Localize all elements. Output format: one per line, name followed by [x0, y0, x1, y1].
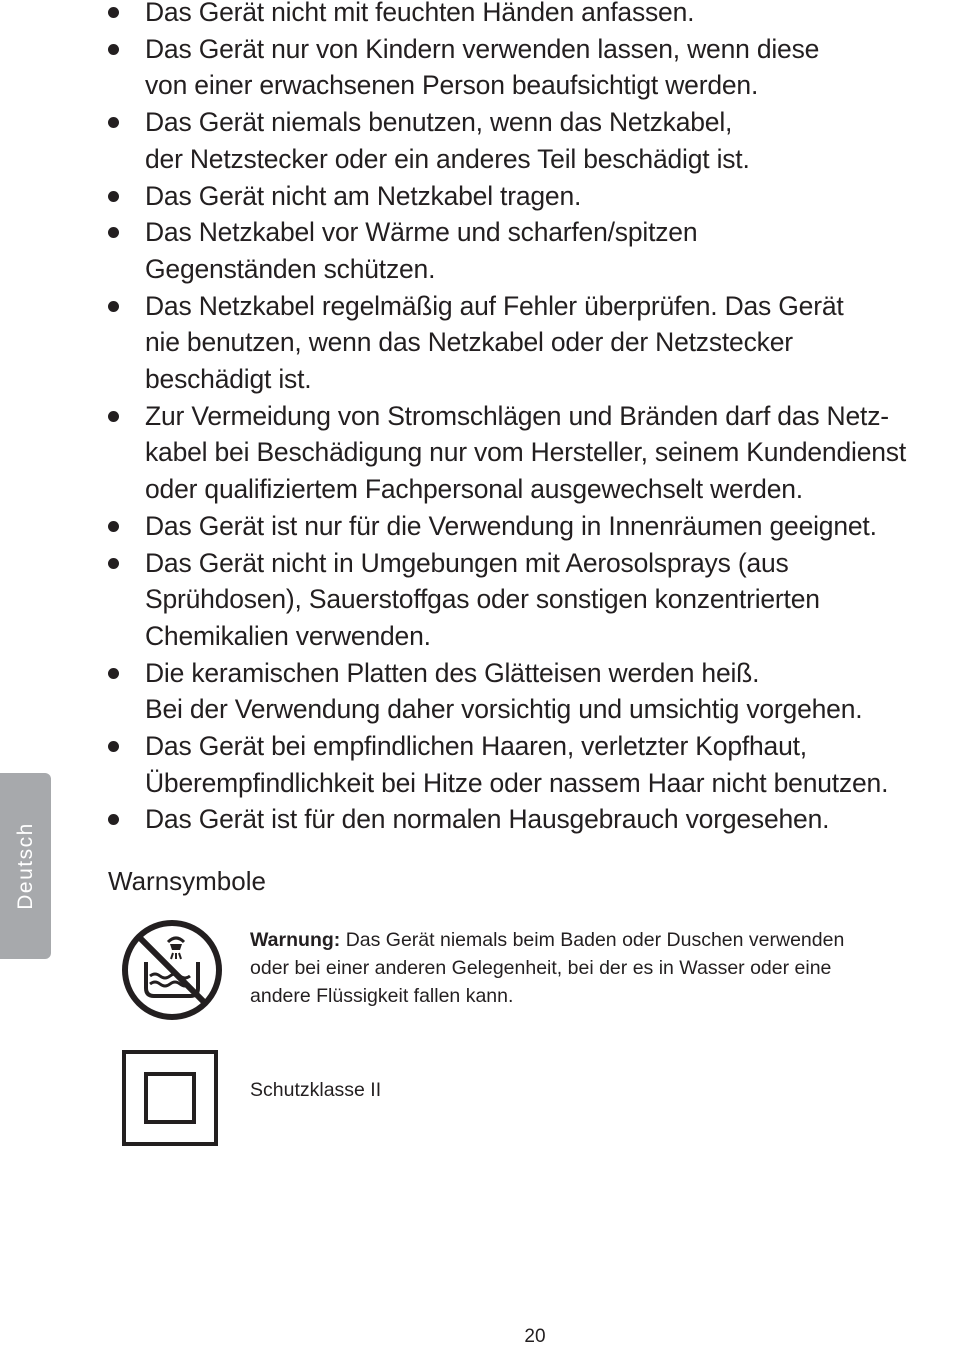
- bullet-dot: [108, 7, 119, 18]
- safety-item-line: der Netzstecker oder ein anderes Teil beschädigt ist.: [145, 143, 750, 174]
- safety-item: [108, 31, 960, 104]
- safety-item-line: Das Gerät nicht mit feuchten Händen anfassen.: [145, 0, 695, 27]
- safety-item-line: von einer erwachsenen Person beaufsichtigt werden.: [145, 70, 759, 101]
- page-number: 20: [524, 1326, 546, 1347]
- warn-line-3: andere Flüssigkeit fallen kann.: [250, 985, 514, 1007]
- safety-item-line: Gegenständen schützen.: [145, 253, 436, 284]
- safety-item-line: Überempfindlichkeit bei Hitze oder nassem Haar nicht benutzen.: [145, 767, 889, 798]
- safety-item-line: nie benutzen, wenn das Netzkabel oder der Netzstecker: [145, 327, 793, 358]
- bullet-dot: [108, 44, 119, 55]
- safety-item-line: kabel bei Beschädigung nur vom Hersteller, seinem Kundendienst: [145, 437, 906, 468]
- safety-item-line: oder qualifiziertem Fachpersonal ausgewechselt werden.: [145, 474, 803, 505]
- safety-item: [108, 508, 960, 545]
- safety-item-line: Das Gerät ist für den normalen Hausgebrauch vorgesehen.: [145, 804, 830, 835]
- safety-item-line: Das Gerät ist nur für die Verwendung in Innenräumen geeignet.: [145, 510, 877, 541]
- language-side-tab: [0, 773, 51, 959]
- protection-class-label: Schutzklasse II: [250, 1079, 382, 1101]
- warning-label: Warnung:: [250, 929, 341, 951]
- safety-item: [108, 178, 960, 215]
- safety-item: [108, 0, 960, 31]
- safety-item-line: Das Netzkabel regelmäßig auf Fehler überprüfen. Das Gerät: [145, 290, 844, 321]
- safety-item-line: Sprühdosen), Sauerstoffgas oder sonstigen konzentrierten: [145, 584, 820, 615]
- bullet-dot: [108, 301, 119, 312]
- safety-item: [108, 545, 960, 655]
- safety-item: [108, 214, 960, 287]
- safety-item: [108, 655, 960, 728]
- warn-line-1: Warnung: Das Gerät niemals beim Baden oder Duschen verwenden: [250, 929, 845, 951]
- bullet-dot: [108, 191, 119, 202]
- safety-item-line: Das Gerät nur von Kindern verwenden lassen, wenn diese: [145, 33, 820, 64]
- safety-item-line: Das Gerät niemals benutzen, wenn das Netzkabel,: [145, 107, 733, 138]
- safety-item-line: Das Gerät nicht am Netzkabel tragen.: [145, 180, 582, 211]
- bullet-dot: [108, 227, 119, 238]
- safety-item: [108, 104, 960, 177]
- bullet-dot: [108, 411, 119, 422]
- water-warning-text: [250, 926, 950, 1010]
- safety-item-line: beschädigt ist.: [145, 364, 312, 395]
- bullet-dot: [108, 668, 119, 679]
- safety-item: [108, 728, 960, 801]
- safety-instructions-list: [108, 0, 960, 838]
- warn-line-2: oder bei einer anderen Gelegenheit, bei der es in Wasser oder eine: [250, 957, 832, 979]
- safety-item-line: Bei der Verwendung daher vorsichtig und umsichtig vorgehen.: [145, 694, 863, 725]
- no-bath-shower-icon: [120, 918, 224, 1022]
- safety-item-line: Zur Vermeidung von Stromschlägen und Bränden darf das Netz-: [145, 400, 889, 431]
- double-square-class-ii-icon: [122, 1050, 218, 1146]
- language-label: Deutsch: [13, 822, 37, 910]
- safety-item-line: Das Gerät bei empfindlichen Haaren, verletzter Kopfhaut,: [145, 731, 807, 762]
- bullet-dot: [108, 521, 119, 532]
- bullet-dot: [108, 558, 119, 569]
- safety-item-line: Das Netzkabel vor Wärme und scharfen/spitzen: [145, 217, 698, 248]
- bullet-dot: [108, 814, 119, 825]
- safety-item: [108, 288, 960, 398]
- section-title: Warnsymbole: [108, 866, 266, 896]
- bullet-dot: [108, 741, 119, 752]
- safety-item: [108, 398, 960, 508]
- safety-item: [108, 801, 960, 838]
- safety-item-line: Die keramischen Platten des Glätteisen werden heiß.: [145, 657, 760, 688]
- bullet-dot: [108, 117, 119, 128]
- safety-item-line: Das Gerät nicht in Umgebungen mit Aerosolsprays (aus: [145, 547, 789, 578]
- safety-item-line: Chemikalien verwenden.: [145, 620, 431, 651]
